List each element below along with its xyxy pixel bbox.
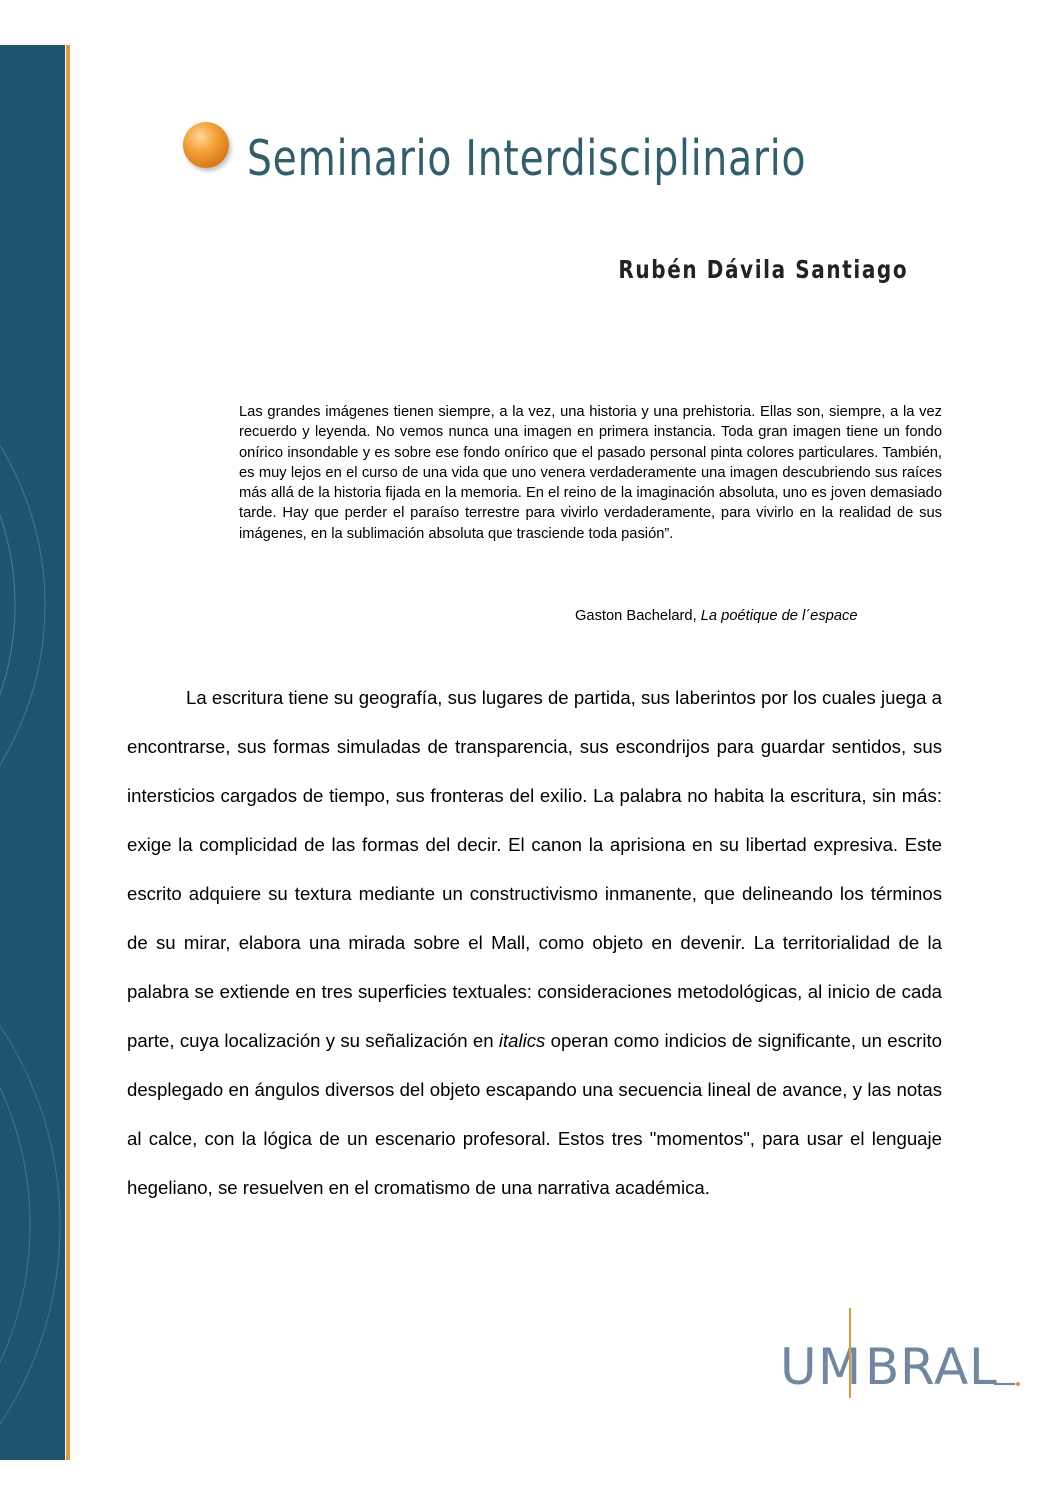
- epigraph-author: Gaston Bachelard,: [575, 608, 697, 624]
- title-row: [183, 118, 946, 198]
- logo-letter-m: M: [818, 1338, 862, 1396]
- logo-dot: [1016, 1382, 1020, 1386]
- logo-letter-a: A: [934, 1338, 969, 1396]
- logo-letter-r: R: [900, 1338, 935, 1396]
- epigraph-attribution: [575, 608, 858, 624]
- logo-letter-b: B: [865, 1338, 900, 1396]
- orange-bullet-icon: [183, 122, 229, 168]
- decorative-sidebar: [0, 45, 65, 1460]
- umbral-logo: [778, 1300, 1023, 1400]
- logo-letter-u: U: [780, 1338, 817, 1396]
- body-text-part1: La escritura tiene su geografía, sus lugares de partida, sus laberintos por los cuales juega a encontrarse, sus formas simuladas de transparencia, sus escondrijos para guardar sentidos, sus intersticios cargados de tiempo, sus fronteras del exilio. La palabra no habita la escritura, sin más: exige la complicidad de las formas del decir. El canon la aprisiona en su libertad expresiva. Este escrito adquiere su textura mediante un constructivismo inmanente, que delineando los términos de su mirar, elabora una mirada sobre el Mall, como objeto en devenir. La territorialidad de la palabra se extiende en tres superficies textuales: consideraciones metodológicas, al inicio de cada parte, cuya localización y su señalización en: [127, 687, 942, 1051]
- author-name: Rubén Dávila Santiago: [618, 255, 908, 284]
- body-text-italic: italics: [498, 1030, 546, 1051]
- page-title: Seminario Interdisciplinario: [247, 129, 807, 187]
- body-text-part2: operan como indicios de significante, un escrito desplegado en ángulos diversos del objeto escapando una secuencia lineal de avance, y las notas al calce, con la lógica de un escenario profesoral. Estos tres "momentos", para usar el lenguaje hegeliano, se resuelven en el cromatismo de una narrativa académica.: [127, 1030, 942, 1198]
- accent-rule: [66, 45, 70, 1460]
- epigraph-quote: Las grandes imágenes tienen siempre, a la vez, una historia y una prehistoria. Ellas son, siempre, a la vez recuerdo y leyenda. No vemos nunca una imagen en primera instancia. Toda gran imagen tiene un fondo onírico insondable y es sobre ese fondo onírico que el pasado personal pinta colores particulares. También, es muy lejos en el curso de una vida que uno venera verdaderamente una imagen descubriendo sus raíces más allá de la historia fijada en la memoria. En el reino de la imaginación absoluta, uno es joven demasiado tarde. Hay que perder el paraíso terrestre para vivirlo verdaderamente, para vivirlo en la realidad de sus imágenes, en la sublimación absoluta que trasciende toda pasión”.: [239, 404, 942, 542]
- body-paragraph: [127, 673, 942, 1212]
- sidebar-arcs: [0, 45, 65, 1460]
- epigraph-work: La poétique de l´espace: [700, 608, 858, 624]
- logo-letter-l: L: [969, 1338, 997, 1396]
